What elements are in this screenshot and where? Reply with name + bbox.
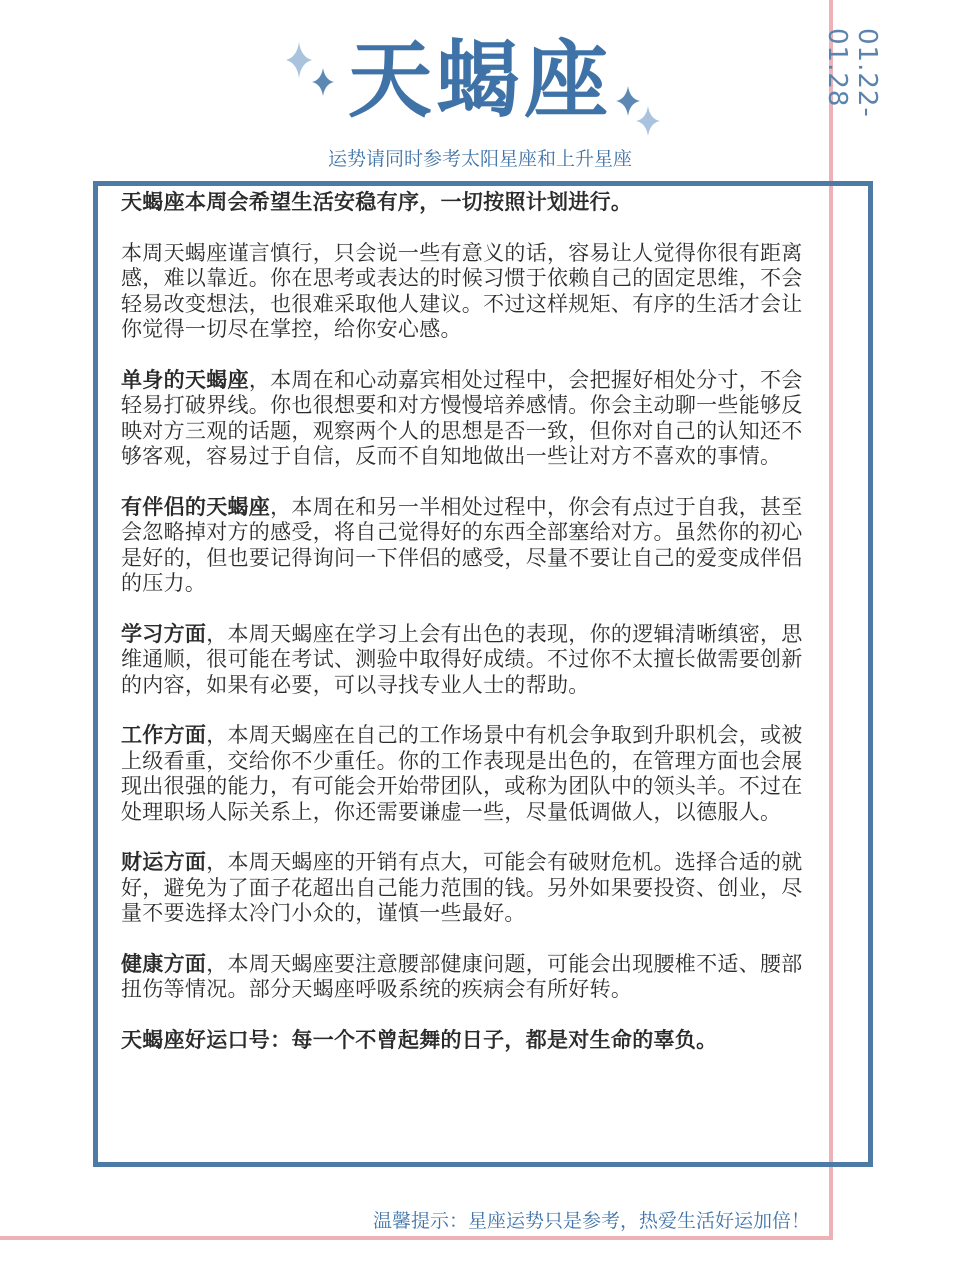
section-lead: 单身的天蝎座 bbox=[121, 367, 249, 392]
section-lead: 有伴侣的天蝎座 bbox=[121, 494, 271, 519]
section-text: ，本周天蝎座在学习上会有出色的表现，你的逻辑清晰缜密，思维通顺，很可能在考试、测验中取得好成绩。不过你不太擅长做需要创新的内容，如果有必要，可以寻找专业人士的帮助。 bbox=[121, 621, 803, 697]
lucky-slogan: 天蝎座好运口号：每一个不曾起舞的日子，都是对生命的辜负。 bbox=[121, 1027, 718, 1052]
section-health bbox=[121, 952, 815, 1003]
section-work bbox=[121, 723, 815, 825]
date-range: 01.22-01.28 bbox=[822, 28, 882, 118]
section-lead: 健康方面 bbox=[121, 951, 207, 976]
section-couple bbox=[121, 495, 815, 597]
section-text: ，本周天蝎座在自己的工作场景中有机会争取到升职机会，或被上级看重，交给你不少重任。你的工作表现是出色的，在管理方面也会展现出很强的能力，有可能会开始带团队，或称为团队中的领头羊。不过在处理职场人际关系上，你还需要谦虚一些，尽量低调做人，以德服人。 bbox=[121, 723, 803, 824]
pink-horizontal-line bbox=[0, 1236, 833, 1240]
intro-paragraph: 本周天蝎座谨言慎行，只会说一些有意义的话，容易让人觉得你很有距离感，难以靠近。你在思考或表达的时候习惯于依赖自己的固定思维，不会轻易改变想法，也很难采取他人建议。不过这样规矩、有序的生活才会让你觉得一切尽在掌控，给你安心感。 bbox=[121, 240, 803, 341]
page-title: 天蝎座 bbox=[347, 31, 612, 129]
footer-tip: 温馨提示：星座运势只是参考，热爱生活好运加倍！ bbox=[372, 1210, 810, 1232]
section-text: ，本周在和心动嘉宾相处过程中，会把握好相处分寸，不会轻易打破界线。你也很想要和对方慢慢培养感情。你会主动聊一些能够反映对方三观的话题，观察两个人的思想是否一致，但你对自己的认知还不够客观，容易过于自信，反而不自知地做出一些让对方不喜欢的事情。 bbox=[121, 367, 803, 468]
section-lead: 学习方面 bbox=[121, 621, 207, 646]
section-text: ，本周在和另一半相处过程中，你会有点过于自我，甚至会忽略掉对方的感受，将自己觉得好的东西全部塞给对方。虽然你的初心是好的，但也要记得询问一下伴侣的感受，尽量不要让自己的爱变成伴侣的压力。 bbox=[121, 494, 803, 595]
headline: 天蝎座本周会希望生活安稳有序，一切按照计划进行。 bbox=[121, 190, 633, 214]
section-single bbox=[121, 368, 815, 470]
section-wealth bbox=[121, 850, 815, 927]
section-lead: 财运方面 bbox=[121, 850, 207, 874]
section-study bbox=[121, 622, 815, 699]
section-text: ，本周天蝎座的开销有点大，可能会有破财危机。选择合适的就好，避免为了面子花超出自己能力范围的钱。另外如果要投资、创业，尽量不要选择太冷门小众的，谨慎一些最好。 bbox=[121, 850, 803, 925]
section-lead: 工作方面 bbox=[121, 723, 207, 747]
horoscope-content bbox=[121, 190, 815, 1053]
subtitle: 运势请同时参考太阳星座和上升星座 bbox=[327, 148, 632, 170]
section-text: ，本周天蝎座要注意腰部健康问题，可能会出现腰椎不适、腰部扭伤等情况。部分天蝎座呼吸系统的疾病会有所好转。 bbox=[121, 951, 803, 1001]
